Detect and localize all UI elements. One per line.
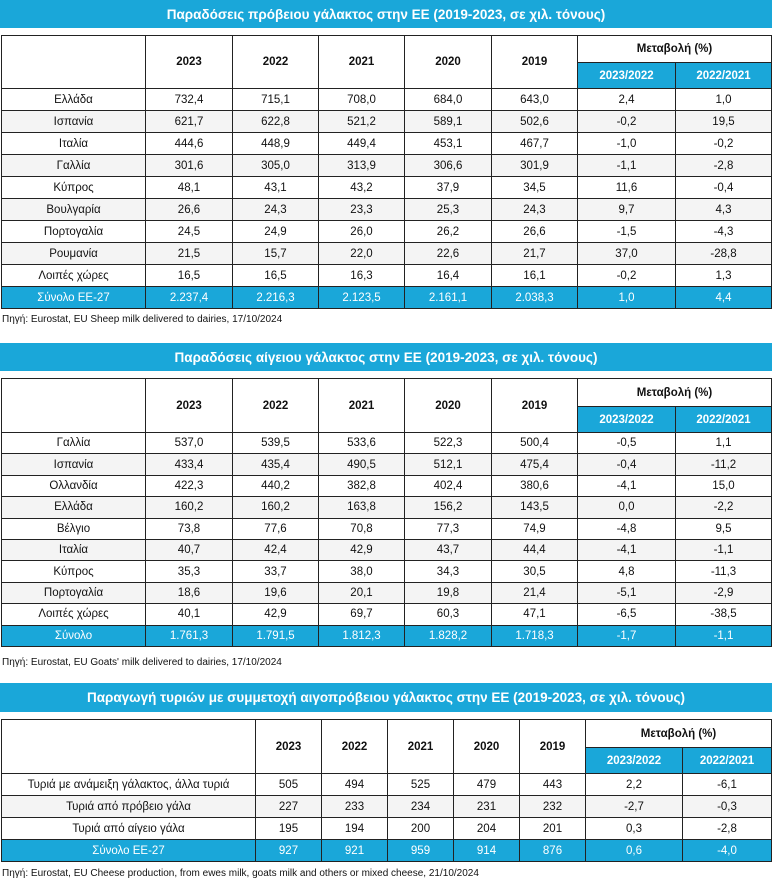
value-cell: 453,1	[405, 133, 492, 155]
value-cell: 1.791,5	[233, 625, 319, 646]
value-cell: 16,4	[405, 265, 492, 287]
value-cell: 204	[454, 818, 520, 840]
row-label: Ισπανία	[2, 454, 146, 475]
value-cell: 233	[322, 796, 388, 818]
year-header: 2021	[319, 36, 405, 89]
value-cell: 959	[388, 840, 454, 862]
value-cell: 200	[388, 818, 454, 840]
year-header: 2021	[388, 720, 454, 774]
value-cell: 77,6	[233, 518, 319, 539]
value-cell: 143,5	[492, 497, 578, 518]
row-label: Βουλγαρία	[2, 199, 146, 221]
value-cell: 475,4	[492, 454, 578, 475]
row-label: Σύνολο ΕΕ-27	[2, 840, 256, 862]
table-row	[2, 89, 772, 111]
value-cell: 42,4	[233, 539, 319, 560]
cheese-section	[0, 683, 772, 712]
change-cell: -0,3	[683, 796, 772, 818]
goat-milk-section	[0, 343, 772, 371]
value-cell: 26,0	[319, 221, 405, 243]
year-header: 2023	[146, 36, 233, 89]
total-row	[2, 625, 772, 646]
value-cell: 1.828,2	[405, 625, 492, 646]
value-cell: 40,7	[146, 539, 233, 560]
change-cell: -28,8	[676, 243, 772, 265]
value-cell: 502,6	[492, 111, 578, 133]
value-cell: 26,6	[492, 221, 578, 243]
table-row	[2, 818, 772, 840]
value-cell: 26,6	[146, 199, 233, 221]
table-row	[2, 518, 772, 539]
change-cell: 11,6	[578, 177, 676, 199]
value-cell: 1.761,3	[146, 625, 233, 646]
value-cell: 525	[388, 774, 454, 796]
row-label: Τυριά από πρόβειο γάλα	[2, 796, 256, 818]
value-cell: 73,8	[146, 518, 233, 539]
value-cell: 234	[388, 796, 454, 818]
change-cell: -6,1	[683, 774, 772, 796]
value-cell: 21,5	[146, 243, 233, 265]
value-cell: 301,6	[146, 155, 233, 177]
value-cell: 16,1	[492, 265, 578, 287]
year-header: 2019	[492, 379, 578, 433]
row-label: Γαλλία	[2, 433, 146, 454]
change-cell: -0,5	[578, 433, 676, 454]
value-cell: 40,1	[146, 604, 233, 625]
change-cell: -2,2	[676, 497, 772, 518]
value-cell: 48,1	[146, 177, 233, 199]
value-cell: 194	[322, 818, 388, 840]
change-col-header: 2022/2021	[676, 63, 772, 89]
change-cell: 1,3	[676, 265, 772, 287]
change-cell: 37,0	[578, 243, 676, 265]
value-cell: 494	[322, 774, 388, 796]
row-label: Βέλγιο	[2, 518, 146, 539]
row-label: Ισπανία	[2, 111, 146, 133]
change-cell: -5,1	[578, 582, 676, 603]
change-cell: -11,2	[676, 454, 772, 475]
value-cell: 18,6	[146, 582, 233, 603]
table-row	[2, 133, 772, 155]
value-cell: 47,1	[492, 604, 578, 625]
row-label: Σύνολο ΕΕ-27	[2, 287, 146, 309]
goat-milk-title: Παραδόσεις αίγειου γάλακτος στην ΕΕ (2019-2023, σε χιλ. τόνους)	[0, 343, 772, 371]
value-cell: 500,4	[492, 433, 578, 454]
value-cell: 156,2	[405, 497, 492, 518]
year-header: 2020	[405, 36, 492, 89]
change-cell: 19,5	[676, 111, 772, 133]
table-row	[2, 774, 772, 796]
value-cell: 44,4	[492, 539, 578, 560]
value-cell: 25,3	[405, 199, 492, 221]
value-cell: 2.038,3	[492, 287, 578, 309]
change-cell: 4,3	[676, 199, 772, 221]
sheep-milk-source: Πηγή: Eurostat, EU Sheep milk delivered to dairies, 17/10/2024	[2, 314, 283, 325]
change-cell: 1,0	[578, 287, 676, 309]
value-cell: 231	[454, 796, 520, 818]
value-cell: 306,6	[405, 155, 492, 177]
change-cell: -0,2	[578, 265, 676, 287]
sheep-milk-table	[1, 35, 772, 309]
change-cell: -1,1	[578, 155, 676, 177]
table-row	[2, 475, 772, 496]
value-cell: 622,8	[233, 111, 319, 133]
change-cell: -4,8	[578, 518, 676, 539]
value-cell: 69,7	[319, 604, 405, 625]
table-row	[2, 454, 772, 475]
value-cell: 33,7	[233, 561, 319, 582]
value-cell: 505	[256, 774, 322, 796]
value-cell: 19,6	[233, 582, 319, 603]
table-row	[2, 221, 772, 243]
value-cell: 20,1	[319, 582, 405, 603]
value-cell: 201	[520, 818, 586, 840]
value-cell: 443	[520, 774, 586, 796]
value-cell: 163,8	[319, 497, 405, 518]
row-label: Λοιπές χώρες	[2, 604, 146, 625]
table-corner	[2, 36, 146, 89]
cheese-table	[1, 719, 772, 862]
change-cell: -1,1	[676, 625, 772, 646]
total-row	[2, 287, 772, 309]
table-row	[2, 243, 772, 265]
value-cell: 22,6	[405, 243, 492, 265]
change-cell: 9,5	[676, 518, 772, 539]
value-cell: 60,3	[405, 604, 492, 625]
change-cell: -2,8	[676, 155, 772, 177]
change-col-header: 2023/2022	[586, 748, 683, 774]
year-header: 2023	[146, 379, 233, 433]
value-cell: 435,4	[233, 454, 319, 475]
change-cell: -1,7	[578, 625, 676, 646]
value-cell: 227	[256, 796, 322, 818]
year-header: 2022	[322, 720, 388, 774]
value-cell: 444,6	[146, 133, 233, 155]
cheese-source: Πηγή: Eurostat, EU Cheese production, from ewes milk, goats milk and others or mixed cheese, 21/10/2024	[2, 868, 479, 879]
value-cell: 512,1	[405, 454, 492, 475]
year-header: 2020	[405, 379, 492, 433]
value-cell: 490,5	[319, 454, 405, 475]
value-cell: 402,4	[405, 475, 492, 496]
change-cell: -4,1	[578, 475, 676, 496]
sheep-milk-section	[0, 0, 772, 28]
change-header: Μεταβολή (%)	[578, 36, 772, 63]
change-cell: -0,4	[676, 177, 772, 199]
value-cell: 38,0	[319, 561, 405, 582]
goat-milk-body	[2, 433, 772, 647]
row-label: Ιταλία	[2, 539, 146, 560]
change-header: Μεταβολή (%)	[578, 379, 772, 407]
change-cell: 4,4	[676, 287, 772, 309]
value-cell: 1.718,3	[492, 625, 578, 646]
row-label: Ελλάδα	[2, 497, 146, 518]
value-cell: 19,8	[405, 582, 492, 603]
row-label: Πορτογαλία	[2, 221, 146, 243]
value-cell: 43,1	[233, 177, 319, 199]
row-label: Γαλλία	[2, 155, 146, 177]
table-row	[2, 497, 772, 518]
value-cell: 876	[520, 840, 586, 862]
year-header: 2020	[454, 720, 520, 774]
change-cell: -1,1	[676, 539, 772, 560]
table-row	[2, 177, 772, 199]
change-cell: 0,3	[586, 818, 683, 840]
value-cell: 715,1	[233, 89, 319, 111]
change-cell: -0,2	[578, 111, 676, 133]
value-cell: 522,3	[405, 433, 492, 454]
change-cell: -0,4	[578, 454, 676, 475]
value-cell: 621,7	[146, 111, 233, 133]
year-header: 2021	[319, 379, 405, 433]
value-cell: 914	[454, 840, 520, 862]
row-label: Κύπρος	[2, 561, 146, 582]
value-cell: 160,2	[233, 497, 319, 518]
year-header: 2022	[233, 36, 319, 89]
value-cell: 440,2	[233, 475, 319, 496]
value-cell: 16,5	[146, 265, 233, 287]
change-col-header: 2022/2021	[683, 748, 772, 774]
change-header: Μεταβολή (%)	[586, 720, 772, 748]
row-label: Τυριά με ανάμειξη γάλακτος, άλλα τυριά	[2, 774, 256, 796]
value-cell: 16,5	[233, 265, 319, 287]
table-row	[2, 155, 772, 177]
table-row	[2, 582, 772, 603]
change-cell: -1,0	[578, 133, 676, 155]
value-cell: 533,6	[319, 433, 405, 454]
value-cell: 448,9	[233, 133, 319, 155]
goat-milk-source: Πηγή: Eurostat, EU Goats' milk delivered to dairies, 17/10/2024	[2, 657, 282, 668]
table-corner	[2, 379, 146, 433]
row-label: Τυριά από αίγειο γάλα	[2, 818, 256, 840]
row-label: Σύνολο	[2, 625, 146, 646]
change-cell: -2,7	[586, 796, 683, 818]
value-cell: 708,0	[319, 89, 405, 111]
table-row	[2, 199, 772, 221]
change-cell: 0,6	[586, 840, 683, 862]
year-header: 2023	[256, 720, 322, 774]
table-row	[2, 265, 772, 287]
value-cell: 301,9	[492, 155, 578, 177]
goat-milk-table	[1, 378, 772, 647]
value-cell: 195	[256, 818, 322, 840]
value-cell: 22,0	[319, 243, 405, 265]
change-cell: 1,0	[676, 89, 772, 111]
value-cell: 732,4	[146, 89, 233, 111]
value-cell: 74,9	[492, 518, 578, 539]
row-label: Πορτογαλία	[2, 582, 146, 603]
value-cell: 34,3	[405, 561, 492, 582]
value-cell: 380,6	[492, 475, 578, 496]
value-cell: 479	[454, 774, 520, 796]
value-cell: 589,1	[405, 111, 492, 133]
value-cell: 433,4	[146, 454, 233, 475]
value-cell: 24,5	[146, 221, 233, 243]
value-cell: 449,4	[319, 133, 405, 155]
change-cell: -2,8	[683, 818, 772, 840]
value-cell: 24,9	[233, 221, 319, 243]
sheep-milk-title: Παραδόσεις πρόβειου γάλακτος στην ΕΕ (2019-2023, σε χιλ. τόνους)	[0, 0, 772, 28]
table-row	[2, 604, 772, 625]
sheep-milk-body	[2, 89, 772, 309]
value-cell: 232	[520, 796, 586, 818]
value-cell: 2.237,4	[146, 287, 233, 309]
value-cell: 160,2	[146, 497, 233, 518]
value-cell: 23,3	[319, 199, 405, 221]
table-row	[2, 433, 772, 454]
row-label: Ελλάδα	[2, 89, 146, 111]
row-label: Ρουμανία	[2, 243, 146, 265]
value-cell: 15,7	[233, 243, 319, 265]
row-label: Ιταλία	[2, 133, 146, 155]
row-label: Κύπρος	[2, 177, 146, 199]
value-cell: 21,7	[492, 243, 578, 265]
change-cell: 15,0	[676, 475, 772, 496]
value-cell: 313,9	[319, 155, 405, 177]
value-cell: 422,3	[146, 475, 233, 496]
value-cell: 16,3	[319, 265, 405, 287]
change-cell: -4,1	[578, 539, 676, 560]
change-cell: 2,2	[586, 774, 683, 796]
change-cell: 1,1	[676, 433, 772, 454]
change-cell: -6,5	[578, 604, 676, 625]
table-row	[2, 561, 772, 582]
value-cell: 35,3	[146, 561, 233, 582]
value-cell: 21,4	[492, 582, 578, 603]
value-cell: 921	[322, 840, 388, 862]
value-cell: 26,2	[405, 221, 492, 243]
change-cell: -38,5	[676, 604, 772, 625]
value-cell: 684,0	[405, 89, 492, 111]
change-cell: -0,2	[676, 133, 772, 155]
value-cell: 643,0	[492, 89, 578, 111]
value-cell: 382,8	[319, 475, 405, 496]
year-header: 2019	[520, 720, 586, 774]
value-cell: 2.161,1	[405, 287, 492, 309]
value-cell: 43,7	[405, 539, 492, 560]
change-col-header: 2023/2022	[578, 63, 676, 89]
change-cell: 4,8	[578, 561, 676, 582]
change-cell: -4,0	[683, 840, 772, 862]
change-col-header: 2022/2021	[676, 407, 772, 433]
row-label: Λοιπές χώρες	[2, 265, 146, 287]
total-row	[2, 840, 772, 862]
cheese-title: Παραγωγή τυριών με συμμετοχή αιγοπρόβειου γάλακτος στην ΕΕ (2019-2023, σε χιλ. τόνους)	[0, 683, 772, 712]
change-cell: 0,0	[578, 497, 676, 518]
table-row	[2, 796, 772, 818]
change-cell: -4,3	[676, 221, 772, 243]
change-cell: -1,5	[578, 221, 676, 243]
value-cell: 43,2	[319, 177, 405, 199]
value-cell: 537,0	[146, 433, 233, 454]
year-header: 2022	[233, 379, 319, 433]
value-cell: 2.123,5	[319, 287, 405, 309]
value-cell: 24,3	[492, 199, 578, 221]
table-corner	[2, 720, 256, 774]
value-cell: 24,3	[233, 199, 319, 221]
value-cell: 30,5	[492, 561, 578, 582]
value-cell: 539,5	[233, 433, 319, 454]
change-cell: 2,4	[578, 89, 676, 111]
change-cell: 9,7	[578, 199, 676, 221]
table-row	[2, 111, 772, 133]
value-cell: 521,2	[319, 111, 405, 133]
value-cell: 305,0	[233, 155, 319, 177]
value-cell: 34,5	[492, 177, 578, 199]
cheese-body	[2, 774, 772, 862]
change-cell: -11,3	[676, 561, 772, 582]
value-cell: 70,8	[319, 518, 405, 539]
value-cell: 42,9	[319, 539, 405, 560]
value-cell: 2.216,3	[233, 287, 319, 309]
year-header: 2019	[492, 36, 578, 89]
value-cell: 927	[256, 840, 322, 862]
table-row	[2, 539, 772, 560]
change-col-header: 2023/2022	[578, 407, 676, 433]
value-cell: 1.812,3	[319, 625, 405, 646]
value-cell: 37,9	[405, 177, 492, 199]
value-cell: 77,3	[405, 518, 492, 539]
row-label: Ολλανδία	[2, 475, 146, 496]
change-cell: -2,9	[676, 582, 772, 603]
value-cell: 467,7	[492, 133, 578, 155]
value-cell: 42,9	[233, 604, 319, 625]
